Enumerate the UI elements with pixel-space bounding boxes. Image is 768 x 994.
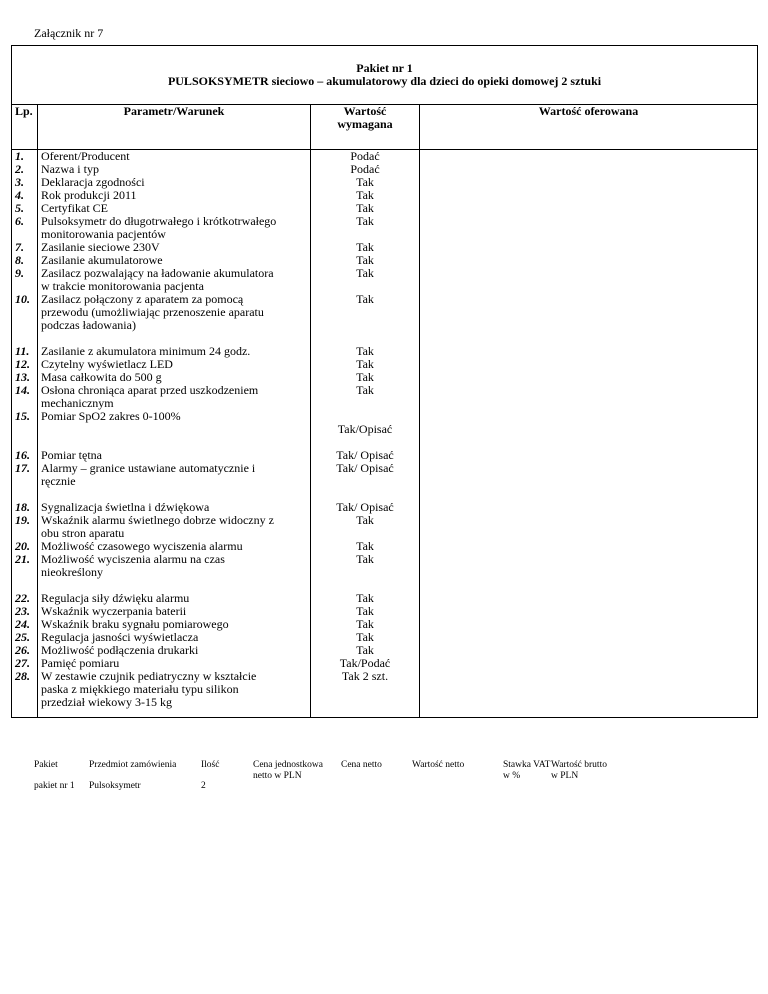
header-required-line1: Wartość (343, 104, 387, 118)
row-required-value: Podać (350, 149, 380, 163)
row-number: 13. (15, 370, 30, 384)
row-required-value: Tak (356, 357, 374, 371)
row-parameter: ręcznie (41, 474, 76, 488)
row-parameter: Czytelny wyświetlacz LED (41, 357, 173, 371)
header-offered: Wartość oferowana (420, 105, 758, 150)
row-required-value: Tak (356, 253, 374, 267)
price-header-brutto-l1: Wartość brutto (551, 760, 607, 770)
row-parameter: Nazwa i typ (41, 162, 99, 176)
row-required-value: Tak (356, 240, 374, 254)
row-number: 3. (15, 175, 24, 189)
row-parameter: podczas ładowania) (41, 318, 136, 332)
row-parameter: Możliwość czasowego wyciszenia alarmu (41, 539, 243, 553)
package-title (12, 46, 758, 105)
row-parameter: Oferent/Producent (41, 149, 130, 163)
row-parameter: Sygnalizacja świetlna i dźwiękowa (41, 500, 210, 514)
row-required-value: Tak (356, 383, 374, 397)
row-number: 24. (15, 617, 30, 631)
row-required-value: Tak (356, 292, 374, 306)
header-lp: Lp. (12, 105, 38, 150)
row-number: 8. (15, 253, 24, 267)
row-parameter: w trakcie monitorowania pacjenta (41, 279, 204, 293)
row-number: 15. (15, 409, 30, 423)
row-number: 10. (15, 292, 30, 306)
price-header-brutto-l2: w PLN (551, 771, 579, 781)
row-number: 14. (15, 383, 30, 397)
row-number: 12. (15, 357, 30, 371)
row-number: 26. (15, 643, 30, 657)
row-parameter: Wskaźnik wyczerpania baterii (41, 604, 187, 618)
row-number: 6. (15, 214, 24, 228)
row-parameter: Regulacja siły dźwięku alarmu (41, 591, 190, 605)
row-number: 20. (15, 539, 30, 553)
row-parameter: nieokreślony (41, 565, 103, 579)
row-parameter: Pomiar SpO2 zakres 0-100% (41, 409, 181, 423)
row-number: 7. (15, 240, 24, 254)
price-header-cena-l2: netto w PLN (253, 771, 302, 781)
row-parameter: Zasilanie z akumulatora minimum 24 godz. (41, 344, 251, 358)
row-parameter: Regulacja jasności wyświetlacza (41, 630, 199, 644)
price-header-vat-l2: w % (503, 771, 521, 781)
row-number: 2. (15, 162, 24, 176)
attachment-label: Załącznik nr 7 (34, 26, 104, 40)
row-number: 27. (15, 656, 30, 670)
row-required-value: Tak (356, 539, 374, 553)
row-parameter (41, 423, 307, 436)
row-parameter: Deklaracja zgodności (41, 175, 145, 189)
row-required-value (314, 696, 416, 709)
row-parameter: Pomiar tętna (41, 448, 102, 462)
row-parameter: Masa całkowita do 500 g (41, 370, 162, 384)
row-required-value: Tak (356, 643, 374, 657)
row-required-value: Tak/Opisać (337, 422, 393, 436)
required-value-column (311, 150, 420, 718)
specification-table (11, 45, 758, 718)
row-number: 28. (15, 669, 30, 683)
row-parameter: przedział wiekowy 3-15 kg (41, 695, 172, 709)
row-parameter: Zasilacz pozwalający na ładowanie akumulatora (41, 266, 274, 280)
row-required-value: Tak (356, 552, 374, 566)
row-number: 9. (15, 266, 24, 280)
row-parameter: Wskaźnik braku sygnału pomiarowego (41, 617, 229, 631)
package-title-line1: Pakiet nr 1 (356, 61, 413, 75)
row-required-value: Tak (356, 344, 374, 358)
price-header-wartosc-netto: Wartość netto (412, 760, 465, 770)
lp-column (12, 150, 38, 718)
row-required-value: Tak (356, 201, 374, 215)
row-required-value: Tak (356, 214, 374, 228)
row-parameter: Pulsoksymetr do długotrwałego i krótkotrwałego (41, 214, 277, 228)
row-number: 18. (15, 500, 30, 514)
price-header-cena-l1: Cena jednostkowa (253, 760, 323, 770)
row-parameter: obu stron aparatu (41, 526, 125, 540)
row-number: 17. (15, 461, 30, 475)
row-number: 11. (15, 344, 30, 358)
price-header-przedmiot: Przedmiot zamówienia (89, 760, 177, 770)
price-row-pakiet: pakiet nr 1 (34, 781, 75, 791)
row-parameter: Zasilanie akumulatorowe (41, 253, 163, 267)
row-parameter: monitorowania pacjentów (41, 227, 166, 241)
row-parameter: mechanicznym (41, 396, 114, 410)
row-required-value: Tak (356, 513, 374, 527)
table-body-row (12, 150, 758, 718)
price-row-ilosc: 2 (201, 781, 206, 791)
row-required-value: Tak (356, 604, 374, 618)
row-required-value: Tak (356, 591, 374, 605)
header-required-line2: wymagana (337, 117, 393, 131)
row-required-value: Tak/Podać (339, 656, 391, 670)
row-number: 21. (15, 552, 30, 566)
row-parameter: Osłona chroniąca aparat przed uszkodzeniem (41, 383, 259, 397)
row-parameter: Certyfikat CE (41, 201, 108, 215)
row-required-value: Tak/ Opisać (336, 448, 394, 462)
row-parameter: Pamięć pomiaru (41, 656, 120, 670)
row-number: 23. (15, 604, 30, 618)
row-parameter: Zasilacz połączony z aparatem za pomocą (41, 292, 244, 306)
row-parameter: paska z miękkiego materiału typu silikon (41, 682, 239, 696)
row-number: 22. (15, 591, 30, 605)
row-required-value: Tak (356, 188, 374, 202)
row-parameter: Zasilanie sieciowe 230V (41, 240, 160, 254)
price-header-ilosc: Ilość (201, 760, 220, 770)
table-header-row (12, 105, 758, 150)
row-required-value: Tak/ Opisać (336, 461, 394, 475)
row-parameter: Możliwość podłączenia drukarki (41, 643, 199, 657)
row-required-value: Podać (350, 162, 380, 176)
row-required-value: Tak/ Opisać (336, 500, 394, 514)
header-required (311, 105, 420, 150)
row-required-value: Tak (356, 370, 374, 384)
row-parameter: przewodu (umożliwiając przenoszenie aparatu (41, 305, 264, 319)
row-required-value: Tak (356, 630, 374, 644)
row-required-value: Tak (356, 266, 374, 280)
row-parameter: Wskaźnik alarmu świetlnego dobrze widoczny z (41, 513, 274, 527)
row-number (15, 696, 34, 709)
row-number: 16. (15, 448, 30, 462)
row-parameter: Alarmy – granice ustawiane automatycznie i (41, 461, 256, 475)
price-row-przedmiot: Pulsoksymetr (89, 781, 141, 791)
row-number: 1. (15, 149, 24, 163)
row-parameter: Możliwość wyciszenia alarmu na czas (41, 552, 225, 566)
offered-value-column[interactable] (420, 150, 758, 718)
row-required-value: Tak (356, 175, 374, 189)
param-column (38, 150, 311, 718)
row-parameter: W zestawie czujnik pediatryczny w kształcie (41, 669, 257, 683)
row-number: 19. (15, 513, 30, 527)
row-required-value: Tak (356, 617, 374, 631)
row-required-value: Tak 2 szt. (341, 669, 389, 683)
row-parameter: Rok produkcji 2011 (41, 188, 137, 202)
row-number: 25. (15, 630, 30, 644)
price-header-pakiet: Pakiet (34, 760, 58, 770)
row-number: 4. (15, 188, 24, 202)
header-param: Parametr/Warunek (38, 105, 311, 150)
price-header-vat-l1: Stawka VAT (503, 760, 551, 770)
price-header-cena-netto: Cena netto (341, 760, 382, 770)
package-title-line2: PULSOKSYMETR sieciowo – akumulatorowy dla dzieci do opieki domowej 2 sztuki (167, 74, 602, 88)
row-number: 5. (15, 201, 24, 215)
